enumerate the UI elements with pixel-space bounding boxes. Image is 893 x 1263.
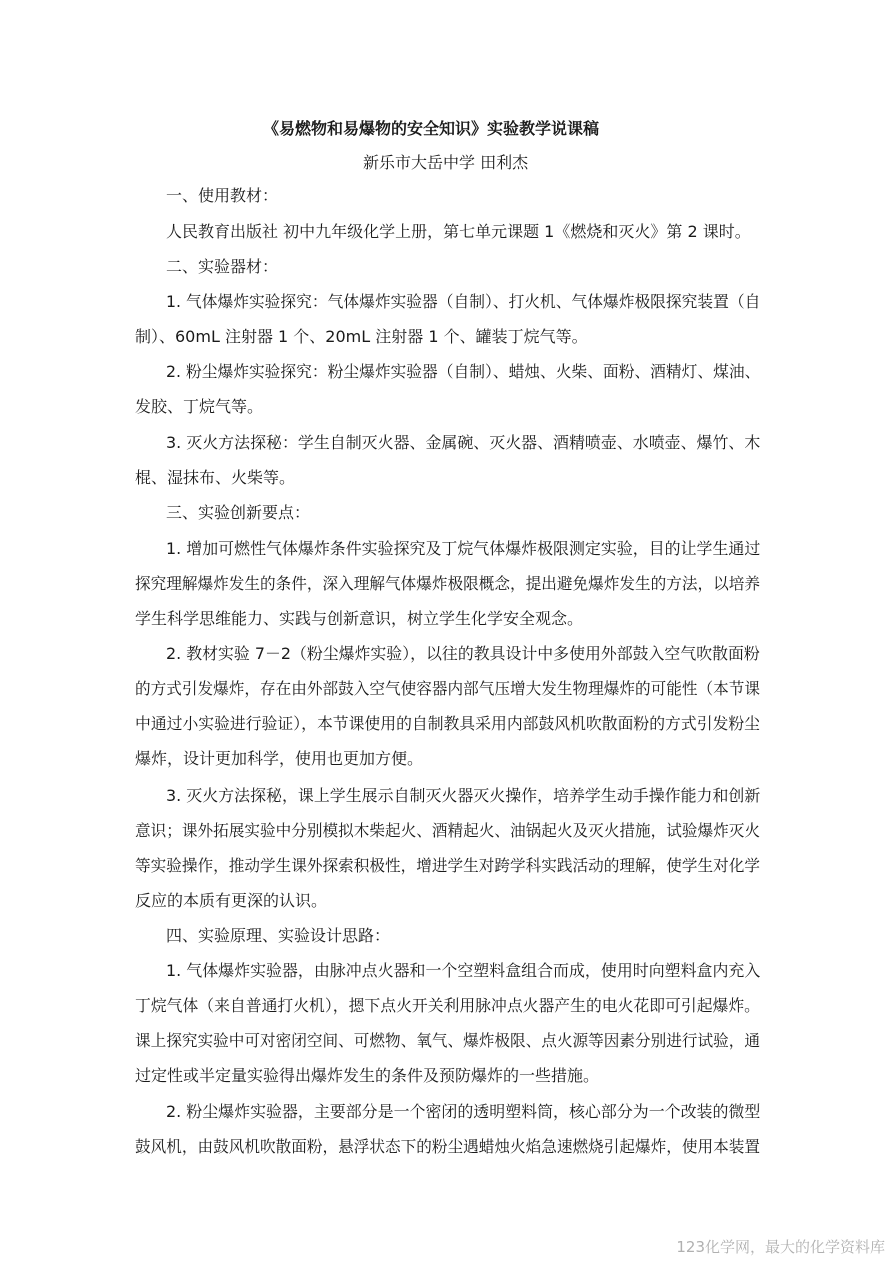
body-line: 反应的本质有更深的认识。 (135, 891, 328, 910)
body-line: 2. 教材实验 7－2（粉尘爆炸实验），以往的教具设计中多使用外部鼓入空气吹散面粉 (166, 644, 760, 663)
body-line: 人民教育出版社 初中九年级化学上册，第七单元课题 1《燃烧和灭火》第 2 课时。 (166, 222, 751, 241)
document-title: 《易燃物和易爆物的安全知识》实验教学说课稿 (263, 119, 600, 138)
body-line: 爆炸，设计更加科学，使用也更加方便。 (135, 749, 424, 768)
body-line: 发胶、丁烷气等。 (135, 397, 264, 416)
body-line: 3. 灭火方法探秘：学生自制灭火器、金属碗、灭火器、酒精喷壶、水喷壶、爆竹、木 (166, 433, 761, 452)
body-line: 的方式引发爆炸，存在由外部鼓入空气使容器内部气压增大发生物理爆炸的可能性（本节课 (135, 679, 761, 698)
body-line: 2. 粉尘爆炸实验器，主要部分是一个密闭的透明塑料筒，核心部分为一个改装的微型 (166, 1102, 761, 1121)
body-line: 意识；课外拓展实验中分别模拟木柴起火、酒精起火、油锅起火及灭火措施，试验爆炸灭火 (135, 821, 761, 840)
body-line: 探究理解爆炸发生的条件，深入理解气体爆炸极限概念，提出避免爆炸发生的方法，以培养 (135, 574, 761, 593)
body-line: 学生科学思维能力、实践与创新意识，树立学生化学安全观念。 (135, 609, 584, 628)
body-line: 1. 气体爆炸实验探究：气体爆炸实验器（自制）、打火机、气体爆炸极限探究装置（自 (166, 292, 761, 311)
body-line: 3. 灭火方法探秘，课上学生展示自制灭火器灭火操作，培养学生动手操作能力和创新 (166, 786, 761, 805)
body-line: 1. 气体爆炸实验器，由脉冲点火器和一个空塑料盒组合而成，使用时向塑料盒内充入 (166, 961, 761, 980)
body-line: 中通过小实验进行验证），本节课使用的自制教具采用内部鼓风机吹散面粉的方式引发粉尘 (135, 714, 761, 733)
body-line: 制）、60mL 注射器 1 个、20mL 注射器 1 个、罐装丁烷气等。 (135, 327, 588, 346)
body-line: 丁烷气体（来自普通打火机），摁下点火开关利用脉冲点火器产生的电火花即可引起爆炸。 (135, 996, 761, 1015)
body-line: 一、使用教材： (166, 186, 279, 205)
body-line: 过定性或半定量实验得出爆炸发生的条件及预防爆炸的一些措施。 (135, 1066, 600, 1085)
body-line: 鼓风机，由鼓风机吹散面粉，悬浮状态下的粉尘遇蜡烛火焰急速燃烧引起爆炸，使用本装置 (135, 1137, 761, 1156)
body-line: 2. 粉尘爆炸实验探究：粉尘爆炸实验器（自制）、蜡烛、火柴、面粉、酒精灯、煤油、 (166, 362, 761, 381)
body-line: 等实验操作，推动学生课外探索积极性，增进学生对跨学科实践活动的理解，使学生对化学 (135, 856, 761, 875)
body-line: 课上探究实验中可对密闭空间、可燃物、氧气、爆炸极限、点火源等因素分别进行试验，通 (135, 1031, 761, 1050)
document-author: 新乐市大岳中学 田利杰 (363, 153, 529, 172)
body-line: 棍、湿抹布、火柴等。 (135, 468, 296, 487)
body-line: 二、实验器材： (166, 257, 279, 276)
body-line: 三、实验创新要点： (166, 503, 311, 522)
body-line: 1. 增加可燃性气体爆炸条件实验探究及丁烷气体爆炸极限测定实验，目的让学生通过 (166, 539, 761, 558)
body-line: 四、实验原理、实验设计思路： (166, 926, 391, 945)
site-watermark: 123化学网，最大的化学资料库 (676, 1238, 885, 1256)
